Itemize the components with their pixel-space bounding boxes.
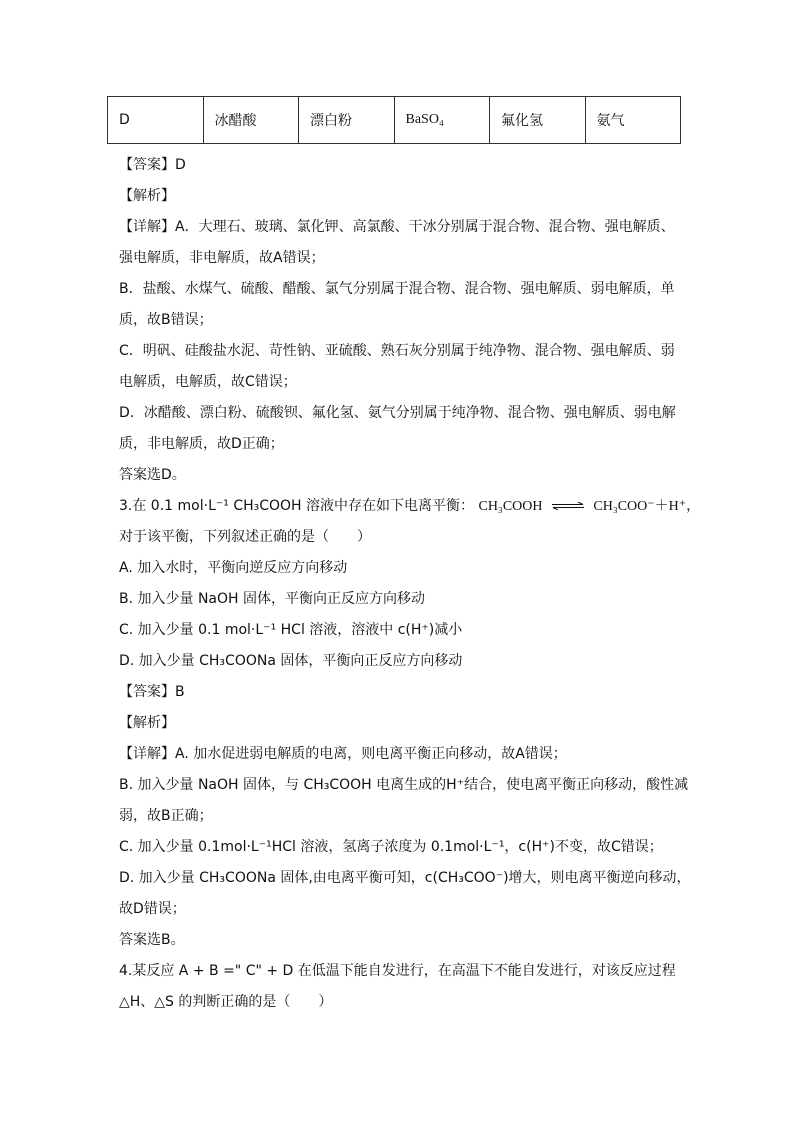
question-stem-line: △H、△S 的判断正确的是（ ） [119,994,333,1010]
table-cell: BaSO₄ [394,97,490,144]
analysis-line: 答案选D。 [119,467,186,483]
analysis-line: 故D错误； [119,901,186,917]
table-cell: D [108,97,204,144]
analysis-line: 质，故B错误； [119,312,213,328]
analysis-line: 【详解】A. 加水促进弱电解质的电离，则电离平衡正向移动，故A错误； [119,746,567,762]
question-stem-text: 3.在 0.1 mol·L⁻¹ CH₃COOH 溶液中存在如下电离平衡： [119,498,475,514]
table-row [108,97,681,144]
analysis-line: B. 加入少量 NaOH 固体，与 CH₃COOH 电离生成的H⁺结合，使电离平衡正向移动，酸性减 [119,777,689,793]
question-stem-line: 对于该平衡，下列叙述正确的是（ ） [119,529,371,545]
question-stem [119,491,701,522]
option-table [107,96,681,144]
analysis-heading: 【解析】 [119,715,175,731]
analysis-heading: 【解析】 [119,188,175,204]
analysis-line: B．盐酸、水煤气、硫酸、醋酸、氯气分别属于混合物、混合物、强电解质、弱电解质，单 [119,281,675,297]
table-cell: 氨气 [585,97,681,144]
equation-right: CH₃COO⁻＋H⁺， [593,499,701,514]
equation-left: CH₃COOH [478,499,543,514]
option-c: C. 加入少量 0.1 mol·L⁻¹ HCl 溶液，溶液中 c(H⁺)减小 [119,622,463,638]
analysis-line: 强电解质，非电解质，故A错误； [119,250,325,266]
analysis-line: D．冰醋酸、漂白粉、硫酸钡、氟化氢、氨气分别属于纯净物、混合物、强电解质、弱电解 [119,405,676,421]
table-cell: 漂白粉 [299,97,395,144]
option-b: B. 加入少量 NaOH 固体，平衡向正反应方向移动 [119,591,426,607]
analysis-line: 【详解】A．大理石、玻璃、氯化钾、高氯酸、干冰分别属于混合物、混合物、强电解质、 [119,219,675,235]
equilibrium-arrow-icon [551,502,585,510]
analysis-line: 弱，故B正确； [119,808,213,824]
answer-label: 【答案】B [119,684,185,700]
analysis-line: 质，非电解质，故D正确； [119,436,284,452]
analysis-line: C. 加入少量 0.1mol·L⁻¹HCl 溶液，氢离子浓度为 0.1mol·L⁻¹，c(H⁺)不变，故C错误； [119,839,663,855]
document-body [119,150,701,1018]
analysis-line: D. 加入少量 CH₃COONa 固体,由电离平衡可知，c(CH₃COO⁻)增大，则电离平衡逆向移动， [119,870,691,886]
analysis-line: 答案选B。 [119,932,185,948]
table-cell: 氟化氢 [490,97,586,144]
analysis-line: 电解质，电解质，故C错误； [119,374,297,390]
option-d: D. 加入少量 CH₃COONa 固体，平衡向正反应方向移动 [119,653,463,669]
question-stem-line: 4.某反应 A + B =" C" + D 在低温下能自发进行，在高温下不能自发进行，对该反应过程 [119,963,676,979]
table-cell: 冰醋酸 [203,97,299,144]
option-a: A. 加入水时，平衡向逆反应方向移动 [119,560,348,576]
answer-label: 【答案】D [119,157,186,173]
analysis-line: C．明矾、硅酸盐水泥、苛性钠、亚硫酸、熟石灰分别属于纯净物、混合物、强电解质、弱 [119,343,675,359]
